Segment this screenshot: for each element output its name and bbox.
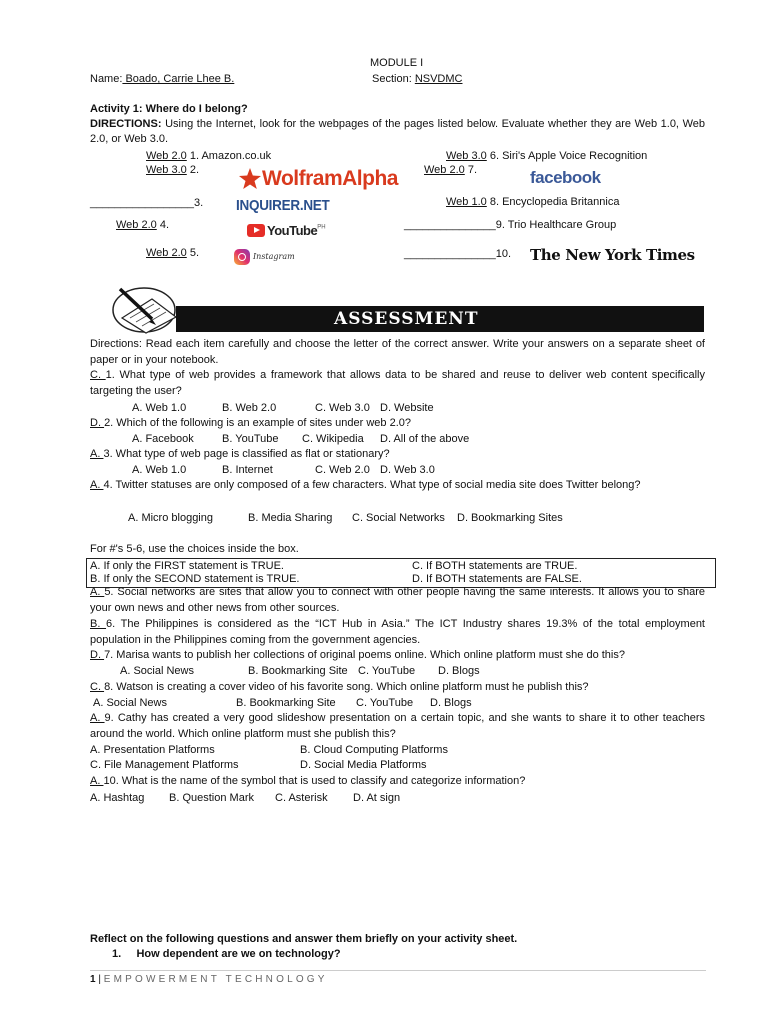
item-label: 7.: [464, 164, 478, 176]
answer-6: B.: [90, 618, 107, 630]
facebook-logo: facebook: [530, 168, 601, 187]
reflection-prompt: Reflect on the following questions and answer them briefly on your activity sheet.: [90, 933, 518, 945]
youtube-suffix: PH: [317, 224, 326, 231]
module-title: MODULE I: [370, 57, 424, 69]
item-label: 9. Trio Healthcare Group: [495, 219, 617, 231]
choice-b: B. Bookmarking Site: [248, 665, 348, 677]
question-2: [90, 416, 411, 430]
pen-icon: [110, 283, 180, 335]
question-3-choices: [132, 463, 435, 477]
item-answer: Web 2.0: [116, 219, 157, 231]
item-answer: Web 2.0: [424, 164, 465, 176]
assessment-banner-title: ASSESSMENT: [334, 309, 479, 329]
question-4: [90, 478, 705, 494]
activity-item-10: [404, 247, 511, 261]
answer-8: C.: [90, 681, 105, 693]
footer-divider: [90, 970, 706, 971]
answer-1: C.: [90, 369, 106, 381]
activity-item-5: [146, 246, 199, 260]
item-answer: Web 2.0: [146, 247, 187, 259]
choice-c: C. Social Networks: [352, 512, 445, 524]
box-choice-c: C. If BOTH statements are TRUE.: [412, 560, 578, 572]
question-8-choices: [93, 696, 472, 710]
question-5-text: 5. Social networks are sites that allow you to connect with other people having the same interests. It allows you to share your own news and other news from other sources.: [90, 586, 705, 614]
assessment-banner: [176, 306, 704, 332]
question-1: [90, 368, 705, 399]
name-value: Boado, Carrie Lhee B.: [122, 73, 235, 85]
youtube-logo: [247, 222, 326, 240]
directions-label: DIRECTIONS:: [90, 118, 162, 130]
answer-9: A.: [90, 712, 105, 724]
item-label: 3.: [194, 197, 204, 209]
choice-d: D. Blogs: [430, 697, 472, 709]
instagram-logo: [234, 248, 295, 266]
choice-b: B. YouTube: [222, 433, 279, 445]
question-10: [90, 774, 525, 788]
reflection-question-1: 1. How dependent are we on technology?: [112, 948, 341, 960]
choice-d: D. Web 3.0: [380, 464, 435, 476]
choice-d: D. Bookmarking Sites: [457, 512, 563, 524]
choice-c: C. Wikipedia: [302, 433, 364, 445]
choice-d: D. Website: [380, 402, 434, 414]
question-2-text: 2. Which of the following is an example of sites under web 2.0?: [104, 417, 412, 429]
choice-c: C. Web 2.0: [315, 464, 370, 476]
box-instructions: For #'s 5-6, use the choices inside the box.: [90, 543, 299, 555]
choice-c: C. File Management Platforms: [90, 759, 239, 771]
choice-d: D. Social Media Platforms: [300, 759, 427, 771]
youtube-wordmark: YouTube: [267, 223, 318, 239]
choice-a: A. Social News: [93, 697, 167, 709]
item-label: 5.: [186, 247, 200, 259]
question-1-text: 1. What type of web provides a framework that allows data to be shared and reuse to deliver web content specifically targeting the user?: [90, 369, 705, 397]
answer-7: D.: [90, 649, 105, 661]
wolfram-alpha-logo: [238, 167, 398, 191]
activity-item-6: [446, 149, 647, 163]
section-label: Section:: [372, 73, 415, 85]
name-label: Name:: [90, 73, 123, 85]
question-9-text: 9. Cathy has created a very good slideshow presentation on a certain topic, and she wants to share it to other teachers around the world. Which online platform must she publish this?: [90, 712, 705, 740]
item-label: 4.: [156, 219, 170, 231]
question-3: [90, 447, 390, 461]
box-choice-d: D. If BOTH statements are FALSE.: [412, 573, 582, 585]
choice-b: B. Cloud Computing Platforms: [300, 744, 448, 756]
answer-2: D.: [90, 417, 105, 429]
question-9: [90, 711, 705, 742]
item-answer: Web 2.0: [146, 150, 187, 162]
choice-a: A. Social News: [120, 665, 194, 677]
item-label: 10.: [495, 248, 512, 260]
activity-item-1: [146, 149, 271, 163]
section-value: NSVDMC: [414, 73, 463, 85]
activity-item-9: [404, 218, 616, 232]
item-label: 8. Encyclopedia Britannica: [486, 196, 620, 208]
choice-a: A. Web 1.0: [132, 402, 187, 414]
new-york-times-logo: The New York Times: [530, 246, 695, 264]
question-3-text: 3. What type of web page is classified as flat or stationary?: [103, 448, 390, 460]
name-line: [90, 72, 234, 86]
choice-d: D. All of the above: [380, 433, 470, 445]
pen-paper-illustration: [110, 283, 176, 333]
section-line: [372, 72, 462, 86]
choice-d: D. At sign: [353, 792, 401, 804]
question-4-text: 4. Twitter statuses are only composed of a few characters. What type of social media site does Twitter belong?: [103, 479, 641, 491]
question-10-text: 10. What is the name of the symbol that is used to classify and categorize information?: [103, 775, 526, 787]
choice-a: A. Web 1.0: [132, 464, 187, 476]
choice-a: A. Micro blogging: [128, 512, 213, 524]
directions-text: Using the Internet, look for the webpages of the pages listed below. Evaluate whether they are Web 1.0, Web 2.0, or Web 3.0.: [90, 118, 705, 145]
page-number: 1: [90, 974, 96, 985]
choice-c: C. YouTube: [356, 697, 414, 709]
question-9-choices-row1: [90, 743, 448, 757]
item-label: 2.: [186, 164, 200, 176]
box-choice-a: A. If only the FIRST statement is TRUE.: [90, 560, 284, 572]
wolfram-star-icon: [238, 167, 262, 191]
activity-title: Activity 1: Where do I belong?: [90, 103, 248, 115]
footer: [90, 974, 328, 985]
question-1-choices: [132, 401, 434, 415]
choice-b: B. Bookmarking Site: [236, 697, 336, 709]
inquirer-logo: INQUIRER.NET: [236, 197, 330, 214]
answer-5: A.: [90, 586, 105, 598]
question-8: [90, 680, 589, 694]
item-answer: Web 3.0: [446, 150, 487, 162]
activity-item-7: [424, 163, 477, 177]
choice-a: A. Facebook: [132, 433, 194, 445]
activity-item-4: [116, 218, 169, 232]
choice-c: C. YouTube: [358, 665, 416, 677]
assessment-directions: Directions: Read each item carefully and choose the letter of the correct answer. Write your answers on a separate sheet of paper or in your notebook.: [90, 338, 705, 366]
item-answer: _______________: [404, 219, 496, 231]
choice-a: A. Hashtag: [90, 792, 145, 804]
question-7: [90, 648, 705, 664]
answer-10: A.: [90, 775, 104, 787]
instagram-wordmark: Instagram: [253, 252, 295, 262]
item-answer: Web 1.0: [446, 196, 487, 208]
instagram-camera-icon: [234, 249, 250, 265]
box-choice-b: B. If only the SECOND statement is TRUE.: [90, 573, 300, 585]
choice-a: A. Presentation Platforms: [90, 744, 215, 756]
question-7-text: 7. Marisa wants to publish her collections of original poems online. Which online platform must she do this?: [104, 649, 625, 661]
footer-title: EMPOWERMENT TECHNOLOGY: [103, 974, 328, 985]
item-answer: Web 3.0: [146, 164, 187, 176]
question-6: [90, 617, 705, 648]
question-10-choices: [90, 791, 400, 805]
question-2-choices: [132, 432, 469, 446]
question-9-choices-row2: [90, 758, 427, 772]
choice-b: B. Web 2.0: [222, 402, 277, 414]
choice-c: C. Asterisk: [275, 792, 328, 804]
question-7-choices: [120, 664, 480, 678]
activity-item-2: [146, 163, 199, 177]
activity-item-8: [446, 195, 619, 209]
choice-b: B. Media Sharing: [248, 512, 333, 524]
item-answer: _______________: [404, 248, 496, 260]
item-answer: _________________: [90, 197, 195, 209]
item-label: 1. Amazon.co.uk: [186, 150, 272, 162]
question-6-text: 6. The Philippines is considered as the “ICT Hub in Asia.” The ICT Industry shares 19.3% of the total employment population in the Philippines coming from the government agencies.: [90, 618, 705, 646]
answer-4: A.: [90, 479, 104, 491]
youtube-play-icon: [247, 224, 265, 237]
question-4-choices: [128, 511, 563, 525]
answer-3: A.: [90, 448, 104, 460]
footer-separator: |: [95, 974, 104, 985]
question-8-text: 8. Watson is creating a cover video of his favorite song. Which online platform must he publish this?: [104, 681, 589, 693]
question-5: [90, 585, 705, 616]
choice-b: B. Question Mark: [169, 792, 254, 804]
choice-c: C. Web 3.0: [315, 402, 370, 414]
item-label: 6. Siri's Apple Voice Recognition: [486, 150, 648, 162]
choice-d: D. Blogs: [438, 665, 480, 677]
activity-item-3: [90, 196, 203, 210]
wolfram-wordmark: WolframAlpha: [262, 167, 398, 190]
choice-b: B. Internet: [222, 464, 273, 476]
activity-directions: [90, 117, 705, 147]
